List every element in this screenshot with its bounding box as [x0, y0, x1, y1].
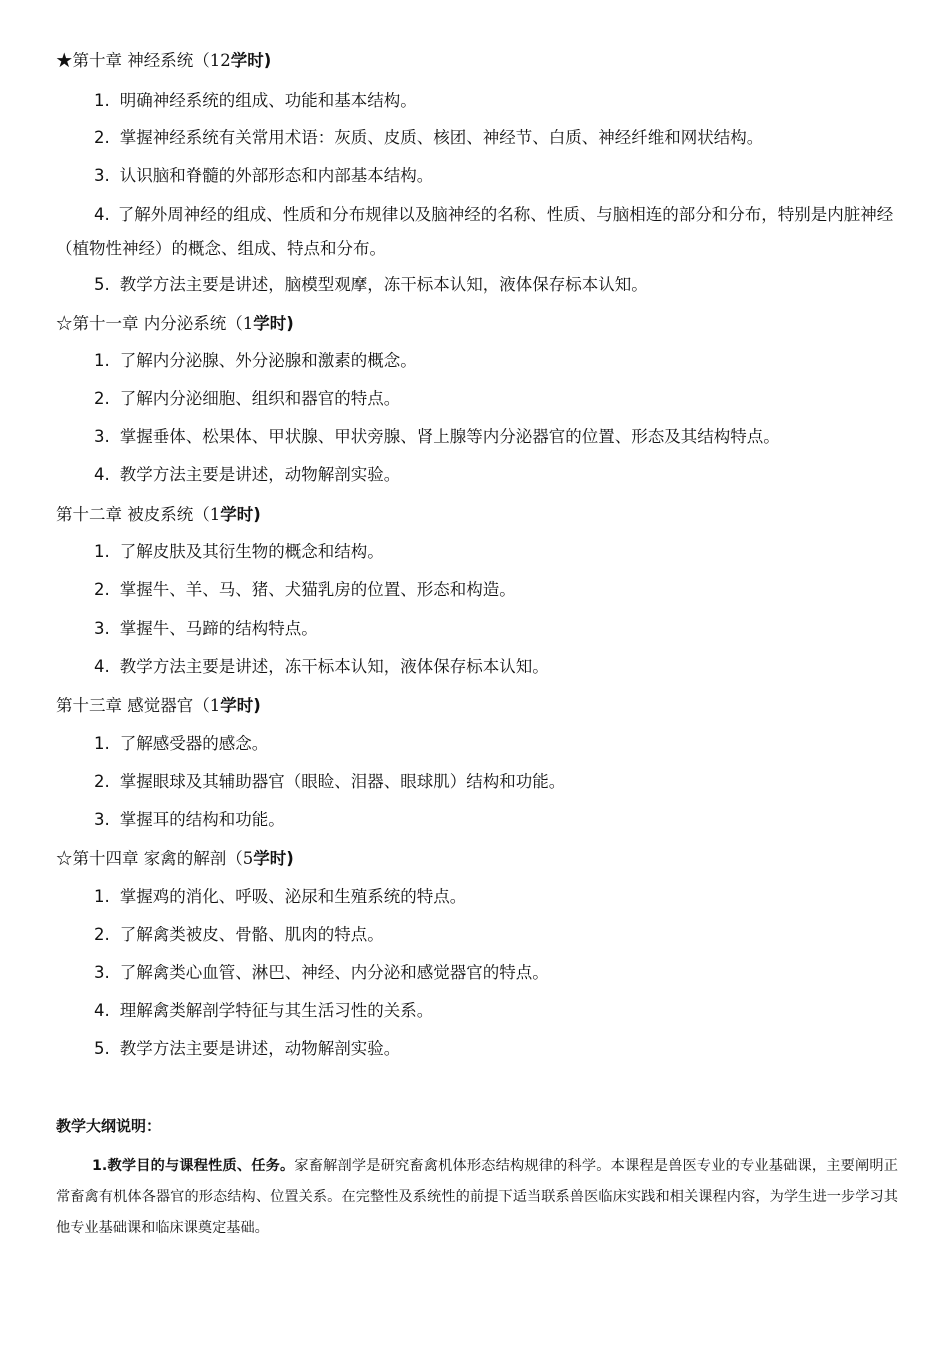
- item-text: 掌握牛、马蹄的结构特点。: [119, 619, 318, 638]
- item-text: 掌握眼球及其辅助器官（眼睑、泪器、眼球肌）结构和功能。: [119, 772, 566, 791]
- list-item: [94, 349, 417, 373]
- item-text: 教学方法主要是讲述，动物解剖实验。: [119, 465, 401, 484]
- list-item: [94, 885, 466, 909]
- item-text: 了解感受器的感念。: [119, 734, 269, 753]
- item-number: 4.: [94, 1001, 110, 1020]
- list-item: [94, 1037, 400, 1061]
- item-number: 3.: [94, 166, 110, 185]
- item-text: 掌握牛、羊、马、猪、犬猫乳房的位置、形态和构造。: [119, 580, 516, 599]
- list-item: [94, 655, 549, 679]
- list-item: [94, 770, 565, 794]
- chapter-heading: [56, 694, 261, 718]
- list-item: [94, 999, 433, 1023]
- list-item: [94, 126, 763, 150]
- chapter-hours-unit: 学时): [253, 314, 294, 333]
- chapter-heading: [56, 49, 271, 73]
- chapter-hours-unit: 学时): [253, 849, 294, 868]
- item-text: 掌握耳的结构和功能。: [119, 810, 285, 829]
- item-number: 3.: [94, 427, 110, 446]
- item-text: 了解禽类被皮、骨骼、肌肉的特点。: [119, 925, 384, 944]
- list-item: [94, 578, 516, 602]
- item-number: 5.: [94, 275, 110, 294]
- list-item: [94, 463, 400, 487]
- item-number: 3.: [94, 810, 110, 829]
- list-item: [94, 164, 433, 188]
- list-item: [94, 425, 780, 449]
- notes-paragraph: [56, 1151, 898, 1244]
- item-text: 掌握神经系统有关常用术语：灰质、皮质、核团、神经节、白质、神经纤维和网状结构。: [119, 128, 764, 147]
- chapter-heading: [56, 312, 294, 336]
- item-number: 1.: [94, 542, 110, 561]
- item-text: 了解外周神经的组成、性质和分布规律以及脑神经的名称、性质、与脑相连的部分和分布，特别是内脏神经（植物性神经）的概念、组成、特点和分布。: [56, 205, 894, 258]
- item-number: 2.: [94, 580, 110, 599]
- list-item: [94, 89, 417, 113]
- list-item: [56, 198, 896, 266]
- list-item: [94, 617, 318, 641]
- item-number: 4.: [94, 465, 110, 484]
- chapter-title: ★第十章 神经系统（12: [56, 51, 231, 70]
- item-number: 3.: [94, 963, 110, 982]
- list-item: [94, 808, 285, 832]
- item-number: 1.: [94, 91, 110, 110]
- item-number: 2.: [94, 389, 110, 408]
- list-item: [94, 961, 549, 985]
- item-text: 了解内分泌细胞、组织和器官的特点。: [119, 389, 401, 408]
- chapter-title: 第十二章 被皮系统（1: [56, 505, 221, 524]
- chapter-heading: [56, 503, 261, 527]
- list-item: [94, 540, 384, 564]
- item-number: 2.: [94, 772, 110, 791]
- paragraph-text: 家畜解剖学是研究畜禽机体形态结构规律的科学。本课程是兽医专业的专业基础课，主要阐明正常畜禽有机体各器官的形态结构、位置关系。在完整性及系统性的前提下适当联系兽医临床实践和相关课程内容，为学生进一步学习其他专业基础课和临床课奠定基础。: [56, 1158, 898, 1236]
- item-text: 教学方法主要是讲述，动物解剖实验。: [119, 1039, 401, 1058]
- item-text: 理解禽类解剖学特征与其生活习性的关系。: [119, 1001, 434, 1020]
- item-text: 认识脑和脊髓的外部形态和内部基本结构。: [119, 166, 434, 185]
- item-number: 2.: [94, 925, 110, 944]
- list-item: [94, 273, 648, 297]
- chapter-hours-unit: 学时): [220, 696, 261, 715]
- item-number: 1.: [94, 351, 110, 370]
- item-text: 了解皮肤及其衍生物的概念和结构。: [119, 542, 384, 561]
- chapter-hours-unit: 学时): [230, 51, 272, 70]
- item-number: 4.: [94, 205, 110, 224]
- list-item: [94, 732, 268, 756]
- item-text: 明确神经系统的组成、功能和基本结构。: [119, 91, 417, 110]
- item-text: 了解内分泌腺、外分泌腺和激素的概念。: [119, 351, 417, 370]
- item-text: 掌握垂体、松果体、甲状腺、甲状旁腺、肾上腺等内分泌器官的位置、形态及其结构特点。: [119, 427, 780, 446]
- item-number: 1.: [94, 734, 110, 753]
- chapter-title: 第十三章 感觉器官（1: [56, 696, 221, 715]
- item-number: 4.: [94, 657, 110, 676]
- paragraph-lead: 1.教学目的与课程性质、任务。: [92, 1158, 295, 1174]
- item-number: 3.: [94, 619, 110, 638]
- chapter-title: ☆第十四章 家禽的解剖（5: [56, 849, 254, 868]
- item-number: 1.: [94, 887, 110, 906]
- item-text: 教学方法主要是讲述，冻干标本认知，液体保存标本认知。: [119, 657, 549, 676]
- item-text: 掌握鸡的消化、呼吸、泌尿和生殖系统的特点。: [119, 887, 467, 906]
- item-number: 5.: [94, 1039, 110, 1058]
- item-number: 2.: [94, 128, 110, 147]
- list-item: [94, 387, 400, 411]
- chapter-hours-unit: 学时): [220, 505, 261, 524]
- chapter-heading: [56, 847, 294, 871]
- chapter-title: ☆第十一章 内分泌系统（1: [56, 314, 254, 333]
- item-text: 了解禽类心血管、淋巴、神经、内分泌和感觉器官的特点。: [119, 963, 549, 982]
- item-text: 教学方法主要是讲述，脑模型观摩，冻干标本认知，液体保存标本认知。: [119, 275, 648, 294]
- list-item: [94, 923, 384, 947]
- section-title: 教学大纲说明：: [56, 1117, 162, 1135]
